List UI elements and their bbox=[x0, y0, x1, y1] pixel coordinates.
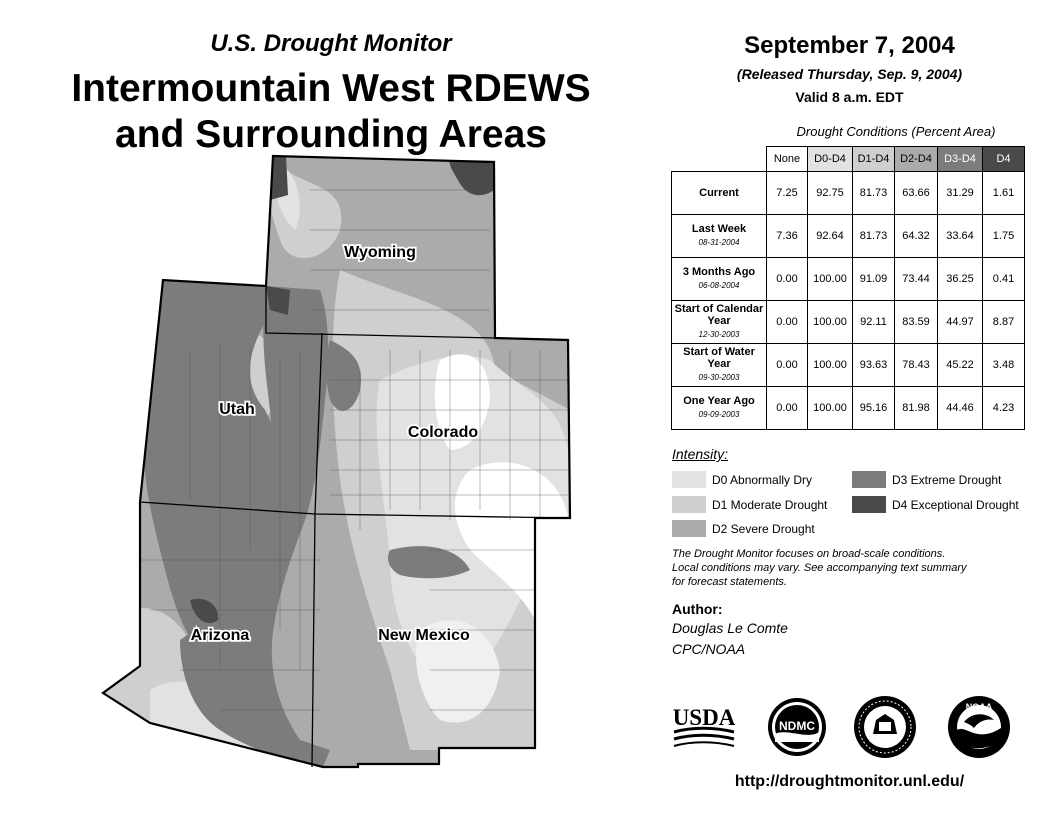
legend-label-d3: D3 Extreme Drought bbox=[892, 472, 1002, 487]
row-label bbox=[672, 301, 767, 344]
row-label-text: 3 Months Ago bbox=[682, 266, 756, 278]
release-date: (Released Thursday, Sep. 9, 2004) bbox=[736, 66, 963, 82]
legend-label-d1: D1 Moderate Drought bbox=[712, 497, 828, 512]
map-title-line2: and Surrounding Areas bbox=[115, 113, 547, 156]
table-cell: 44.97 bbox=[938, 301, 983, 344]
row-date: 09-30-2003 bbox=[698, 373, 740, 382]
col-header-d3-d4: D3-D4 bbox=[938, 147, 983, 172]
table-cell: 83.59 bbox=[895, 301, 938, 344]
state-label-wyoming: Wyoming bbox=[344, 244, 416, 261]
note-line: Local conditions may vary. See accompanying text summary bbox=[672, 562, 967, 574]
table-row bbox=[672, 344, 1025, 387]
table-cell: 81.98 bbox=[895, 387, 938, 430]
legend-label-d0: D0 Abnormally Dry bbox=[712, 472, 813, 487]
noaa-logo bbox=[946, 694, 1012, 760]
legend-item-d2 bbox=[672, 520, 815, 537]
disclaimer-note bbox=[672, 547, 1032, 589]
legend-title: Intensity: bbox=[672, 446, 729, 462]
ndmc-logo bbox=[766, 696, 828, 758]
table-cell: 45.22 bbox=[938, 344, 983, 387]
table-row bbox=[672, 387, 1025, 430]
state-label-utah: Utah bbox=[219, 401, 255, 418]
table-row bbox=[672, 215, 1025, 258]
row-label-text: One Year Ago bbox=[683, 395, 755, 407]
table-cell: 0.00 bbox=[767, 387, 808, 430]
ndmc-logo-text: NDMC bbox=[779, 719, 815, 733]
row-label-text: Start of Calendar Year bbox=[674, 303, 764, 327]
table-cell: 81.73 bbox=[853, 215, 895, 258]
drought-shading bbox=[90, 150, 590, 775]
row-date: 12-30-2003 bbox=[698, 330, 740, 339]
table-cell: 95.16 bbox=[853, 387, 895, 430]
table-cell: 1.75 bbox=[983, 215, 1025, 258]
author-name: Douglas Le Comte bbox=[672, 620, 788, 636]
table-cell: 7.36 bbox=[767, 215, 808, 258]
table-cell: 73.44 bbox=[895, 258, 938, 301]
table-cell: 64.32 bbox=[895, 215, 938, 258]
row-label bbox=[672, 387, 767, 430]
legend-label-d2: D2 Severe Drought bbox=[712, 521, 815, 536]
usda-logo bbox=[672, 700, 736, 748]
usda-logo-text: USDA bbox=[672, 705, 736, 730]
table-cell: 78.43 bbox=[895, 344, 938, 387]
table-row bbox=[672, 172, 1025, 215]
map-title bbox=[0, 66, 662, 158]
map-subtitle: U.S. Drought Monitor bbox=[210, 30, 452, 57]
row-label-text: Last Week bbox=[691, 223, 747, 235]
author-heading: Author: bbox=[672, 601, 723, 617]
row-label bbox=[672, 215, 767, 258]
row-label-text: Start of Water Year bbox=[683, 346, 755, 370]
table-cell: 0.00 bbox=[767, 344, 808, 387]
table-cell: 33.64 bbox=[938, 215, 983, 258]
table-cell: 7.25 bbox=[767, 172, 808, 215]
legend-swatch-d4 bbox=[852, 496, 886, 513]
row-date: 09-09-2003 bbox=[698, 410, 740, 419]
legend-item-d0 bbox=[672, 471, 812, 488]
row-label bbox=[672, 172, 767, 215]
row-date: 06-08-2004 bbox=[698, 281, 740, 290]
legend-swatch-d1 bbox=[672, 496, 706, 513]
table-row bbox=[672, 258, 1025, 301]
row-label bbox=[672, 344, 767, 387]
drought-table bbox=[671, 146, 1025, 430]
table-cell: 92.75 bbox=[808, 172, 853, 215]
table-cell: 100.00 bbox=[808, 387, 853, 430]
website-link[interactable]: http://droughtmonitor.unl.edu/ bbox=[734, 773, 965, 790]
note-line: The Drought Monitor focuses on broad-scale conditions. bbox=[672, 548, 946, 560]
row-label-text: Current bbox=[699, 187, 739, 199]
table-cell: 92.64 bbox=[808, 215, 853, 258]
col-header-d0-d4: D0-D4 bbox=[808, 147, 853, 172]
legend-swatch-d3 bbox=[852, 471, 886, 488]
legend-label-d4: D4 Exceptional Drought bbox=[892, 497, 1019, 512]
legend-swatch-d0 bbox=[672, 471, 706, 488]
commerce-seal-logo bbox=[852, 694, 918, 760]
table-cell: 8.87 bbox=[983, 301, 1025, 344]
table-header-blank bbox=[672, 147, 767, 172]
table-header-row bbox=[672, 147, 1025, 172]
legend-swatch-d2 bbox=[672, 520, 706, 537]
table-caption: Drought Conditions (Percent Area) bbox=[796, 124, 996, 139]
table-cell: 0.00 bbox=[767, 301, 808, 344]
note-line: for forecast statements. bbox=[672, 576, 787, 588]
legend-item-d3 bbox=[852, 471, 1001, 488]
map-date: September 7, 2004 bbox=[744, 32, 955, 59]
noaa-logo-text: NOAA bbox=[965, 702, 993, 712]
table-cell: 93.63 bbox=[853, 344, 895, 387]
author-org: CPC/NOAA bbox=[672, 641, 746, 657]
state-label-arizona: Arizona bbox=[190, 627, 250, 644]
map-title-line1: Intermountain West RDEWS bbox=[71, 67, 591, 110]
state-label-new-mexico: New Mexico bbox=[378, 627, 470, 644]
col-header-d2-d4: D2-D4 bbox=[895, 147, 938, 172]
table-cell: 3.48 bbox=[983, 344, 1025, 387]
row-label bbox=[672, 258, 767, 301]
state-label-colorado: Colorado bbox=[407, 424, 479, 441]
table-cell: 100.00 bbox=[808, 344, 853, 387]
table-cell: 0.41 bbox=[983, 258, 1025, 301]
table-cell: 44.46 bbox=[938, 387, 983, 430]
table-cell: 36.25 bbox=[938, 258, 983, 301]
table-cell: 91.09 bbox=[853, 258, 895, 301]
table-cell: 100.00 bbox=[808, 301, 853, 344]
col-header-none: None bbox=[767, 147, 808, 172]
table-cell: 63.66 bbox=[895, 172, 938, 215]
table-cell: 4.23 bbox=[983, 387, 1025, 430]
table-cell: 31.29 bbox=[938, 172, 983, 215]
legend-item-d4 bbox=[852, 496, 1019, 513]
col-header-d1-d4: D1-D4 bbox=[853, 147, 895, 172]
table-row bbox=[672, 301, 1025, 344]
table-cell: 100.00 bbox=[808, 258, 853, 301]
valid-time: Valid 8 a.m. EDT bbox=[795, 89, 904, 105]
table-cell: 1.61 bbox=[983, 172, 1025, 215]
table-cell: 81.73 bbox=[853, 172, 895, 215]
table-cell: 0.00 bbox=[767, 258, 808, 301]
row-date: 08-31-2004 bbox=[698, 238, 740, 247]
drought-map bbox=[90, 150, 590, 775]
col-header-d4: D4 bbox=[983, 147, 1025, 172]
table-cell: 92.11 bbox=[853, 301, 895, 344]
legend-item-d1 bbox=[672, 496, 827, 513]
